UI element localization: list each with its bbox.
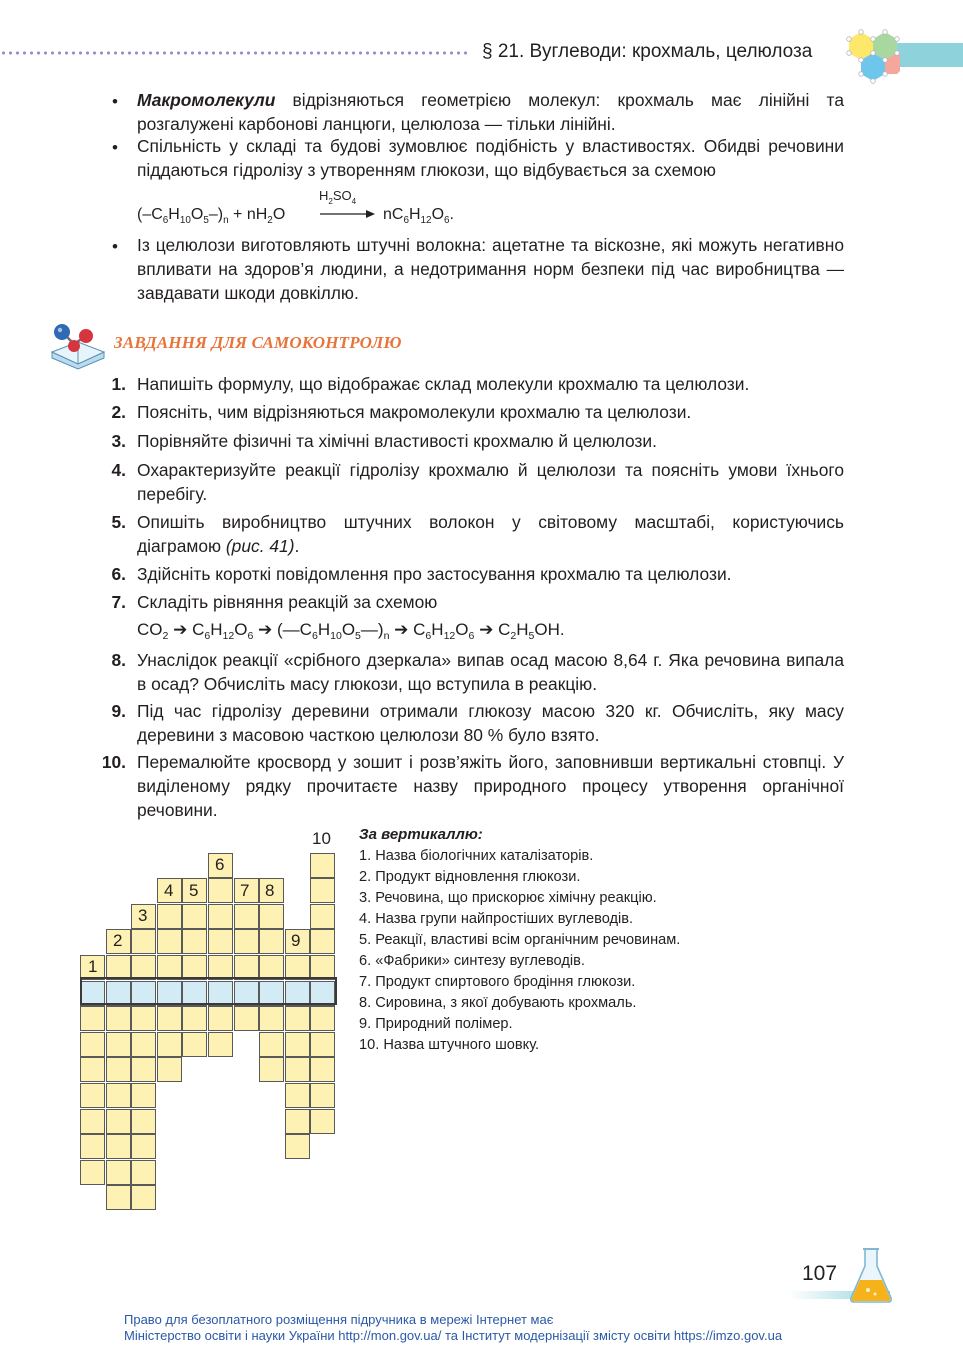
clue-item: 4. Назва групи найпростіших вуглеводів. [359,911,634,927]
crossword-cell [234,929,259,954]
figure-reference: (рис. 41) [225,536,295,556]
question-text: Здійсніть короткі повідомлення про застосування крохмалю та целюлози. [137,564,732,584]
crossword-cell [131,1057,156,1082]
column-number: 7 [240,881,250,900]
catalyst-label: $H_2SO_4$ [319,188,357,206]
crossword-cell [106,1160,131,1185]
bullet-marker: • [112,138,118,157]
crossword-cell [80,1134,105,1159]
crossword-cell [131,1006,156,1031]
crossword-cell [234,904,259,929]
highlighted-row-frame [80,977,337,1005]
clue-item: 2. Продукт відновлення глюкози. [359,869,581,885]
question-text: Поясніть, чим відрізняються макромолекули крохмалю та целюлози. [137,402,692,422]
molecule-logo-icon [840,26,902,88]
crossword-cell [131,1160,156,1185]
question-text: Складіть рівняння реакцій за схемою [137,592,438,612]
column-number: 2 [113,931,123,950]
crossword-cell [285,1109,310,1134]
column-number: 5 [189,881,199,900]
bullet-paragraph-2: Спільність у складі та будові зумовлює подібність у властивостях. Обидві речовини піддаються гідролізу з утворенням глюкози, що відбувається за схемою [137,136,844,180]
bullet-paragraph-3: Із целюлози виготовляють штучні волокна: ацетатне та віскозне, які можуть негативно впливати на здоров’я людини, а недотримання норм безпеки під час виробництва — завдавати шкоди довкіллю. [137,235,844,303]
question-number: 2. [111,402,126,422]
question-number: 3. [111,431,126,451]
crossword-cell [106,1134,131,1159]
crossword-cell [182,929,207,954]
crossword-cell [182,1032,207,1057]
crossword-cell [131,929,156,954]
crossword-cell [131,1083,156,1108]
column-number: 8 [265,881,275,900]
crossword-cell [106,1083,131,1108]
crossword-cell [157,1006,182,1031]
crossword-cell [106,1109,131,1134]
question-number: 1. [111,374,126,394]
section-title: ЗАВДАННЯ ДЛЯ САМОКОНТРОЛЮ [114,333,402,352]
chain-arrow-icon: ➔ [479,620,494,639]
crossword-cell [285,1057,310,1082]
question-number: 8. [111,650,126,670]
question-number: 10. [101,752,126,772]
crossword-cell [106,1032,131,1057]
crossword-cell [310,1083,335,1108]
column-number: 4 [164,881,174,900]
question-text: Порівняйте фізичні та хімічні властивості крохмалю й целюлози. [137,431,657,451]
question-text: Перемалюйте кросворд у зошит і розв’яжіть його, заповнивши вертикальні стовпці. У виділеному рядку прочитаєте назву природного процесу утворення органічної речовини. [137,752,844,820]
crossword-cell [310,1057,335,1082]
crossword-cell [106,1006,131,1031]
crossword-cell [259,1032,284,1057]
bullet-marker: • [112,237,118,256]
crossword-cell [131,1134,156,1159]
crossword-cell [259,1057,284,1082]
crossword-cell [80,1057,105,1082]
crossword-cell [310,904,335,929]
question-number: 9. [111,701,126,721]
question-tail: . [294,536,300,556]
crossword-cell [157,1032,182,1057]
question-number: 7. [111,592,126,612]
crossword-cell [80,1006,105,1031]
page-number: 107 [802,1262,838,1285]
bullet-paragraph-1 [137,88,844,136]
hydrolysis-reactant-formula: $(-C_6H_{10}O_5-)_n + nH_2O$ [137,206,286,226]
crossword-cell [285,1006,310,1031]
clue-item: 8. Сировина, з якої добувають крохмаль. [359,995,637,1011]
question-text: Унаслідок реакції «срібного дзеркала» випав осад масою 8,64 г. Яка речовина випала в осад? Обчисліть масу глюкози, що вступила в реакцію. [137,650,844,694]
crossword-cell [310,1006,335,1031]
column-number: 3 [138,906,148,925]
crossword-cell [106,1057,131,1082]
crossword-cell [157,929,182,954]
crossword-cell [80,1083,105,1108]
crossword-cell [285,1134,310,1159]
footer-license-line-1: Право для безоплатного розміщення підручника в мережі Інтернет має [124,1312,554,1327]
crossword-cell [310,1032,335,1057]
crossword-cell [80,1109,105,1134]
flask-icon [848,1246,894,1304]
crossword-cell [157,1057,182,1082]
crossword-cell [310,1109,335,1134]
crossword-cell [259,929,284,954]
bullet-lead-term: Макромолекули [137,90,276,110]
reaction-arrow-icon [320,208,376,220]
crossword-cell [157,904,182,929]
chain-arrow-icon: ➔ [394,620,409,639]
question-text: Напишіть формулу, що відображає склад молекули крохмалю та целюлози. [137,374,750,394]
bullet-marker: • [112,92,118,111]
crossword-cell [310,878,335,903]
crossword-cell [131,1032,156,1057]
column-number: 6 [215,855,225,874]
clue-item: 1. Назва біологічних каталізаторів. [359,848,594,864]
clue-item: 7. Продукт спиртового бродіння глюкози. [359,974,636,990]
question-text: Під час гідролізу деревини отримали глюкозу масою 320 кг. Обчисліть, яку масу деревини з масовою часткою целюлози 80 % було взято. [137,701,844,745]
crossword-cell [182,904,207,929]
bullet-text: відрізняються геометрією молекул: крохмаль має лінійні та розгалужені карбонові ланцюги, целюлоза — тільки лінійні. [137,90,844,134]
question-number: 6. [111,564,126,584]
crossword-cell [208,1032,233,1057]
clue-item: 9. Природний полімер. [359,1016,513,1032]
crossword-cell [80,1160,105,1185]
question-number: 5. [111,512,126,532]
crossword-cell [208,1006,233,1031]
question-text [137,510,844,558]
question-text: Охарактеризуйте реакції гідролізу крохмалю й целюлози та поясніть умови їхнього перебігу. [137,460,844,504]
chain-arrow-icon: ➔ [258,620,273,639]
crossword-cell [310,853,335,878]
crossword-cell [310,929,335,954]
crossword-cell [285,1032,310,1057]
crossword-cell [131,1109,156,1134]
crossword-cell [259,1006,284,1031]
crossword-cell [285,1083,310,1108]
crossword-cell [259,904,284,929]
question-body: Опишіть виробництво штучних волокон у світовому масштабі, користуючись діаграмою [137,512,844,556]
crossword-cell [182,1006,207,1031]
crossword-cell [208,904,233,929]
clue-item: 10. Назва штучного шовку. [359,1037,540,1053]
header-dotted-line [0,51,470,55]
crossword-cell [131,1185,156,1210]
column-number: 9 [291,931,301,950]
footer-license-line-2: Міністерство освіти і науки України http://mon.gov.ua/ та Інститут модернізації змісту освіти https://imzo.gov.ua [124,1328,783,1343]
chain-arrow-icon: ➔ [173,620,188,639]
crossword-cell [208,929,233,954]
clue-item: 6. «Фабрики» синтезу вуглеводів. [359,953,585,969]
crossword-cell [234,1006,259,1031]
hydrolysis-product-formula: $nC_6H_{12}O_6$. [383,206,454,226]
crossword-cell [106,1185,131,1210]
column-number: 10 [312,829,331,848]
clues-title: За вертикаллю: [359,826,483,843]
crossword-cell [80,1032,105,1057]
reaction-chain: $CO_2$ ➔ $C_6H_{12}O_6$ ➔ $(—C_6H_{10}O_5—)_n$ ➔ $C_6H_{12}O_6$ ➔ $C_2H_5OH$. [137,620,565,642]
clue-item: 5. Реакції, властиві всім органічним речовинам. [359,932,681,948]
molecule-book-icon [48,322,108,370]
clue-item: 3. Речовина, що прискорює хімічну реакцію. [359,890,657,906]
question-number: 4. [111,460,126,480]
crossword-cell [208,878,233,903]
column-number: 1 [88,957,98,976]
header-title: § 21. Вуглеводи: крохмаль, целюлоза [482,41,813,62]
